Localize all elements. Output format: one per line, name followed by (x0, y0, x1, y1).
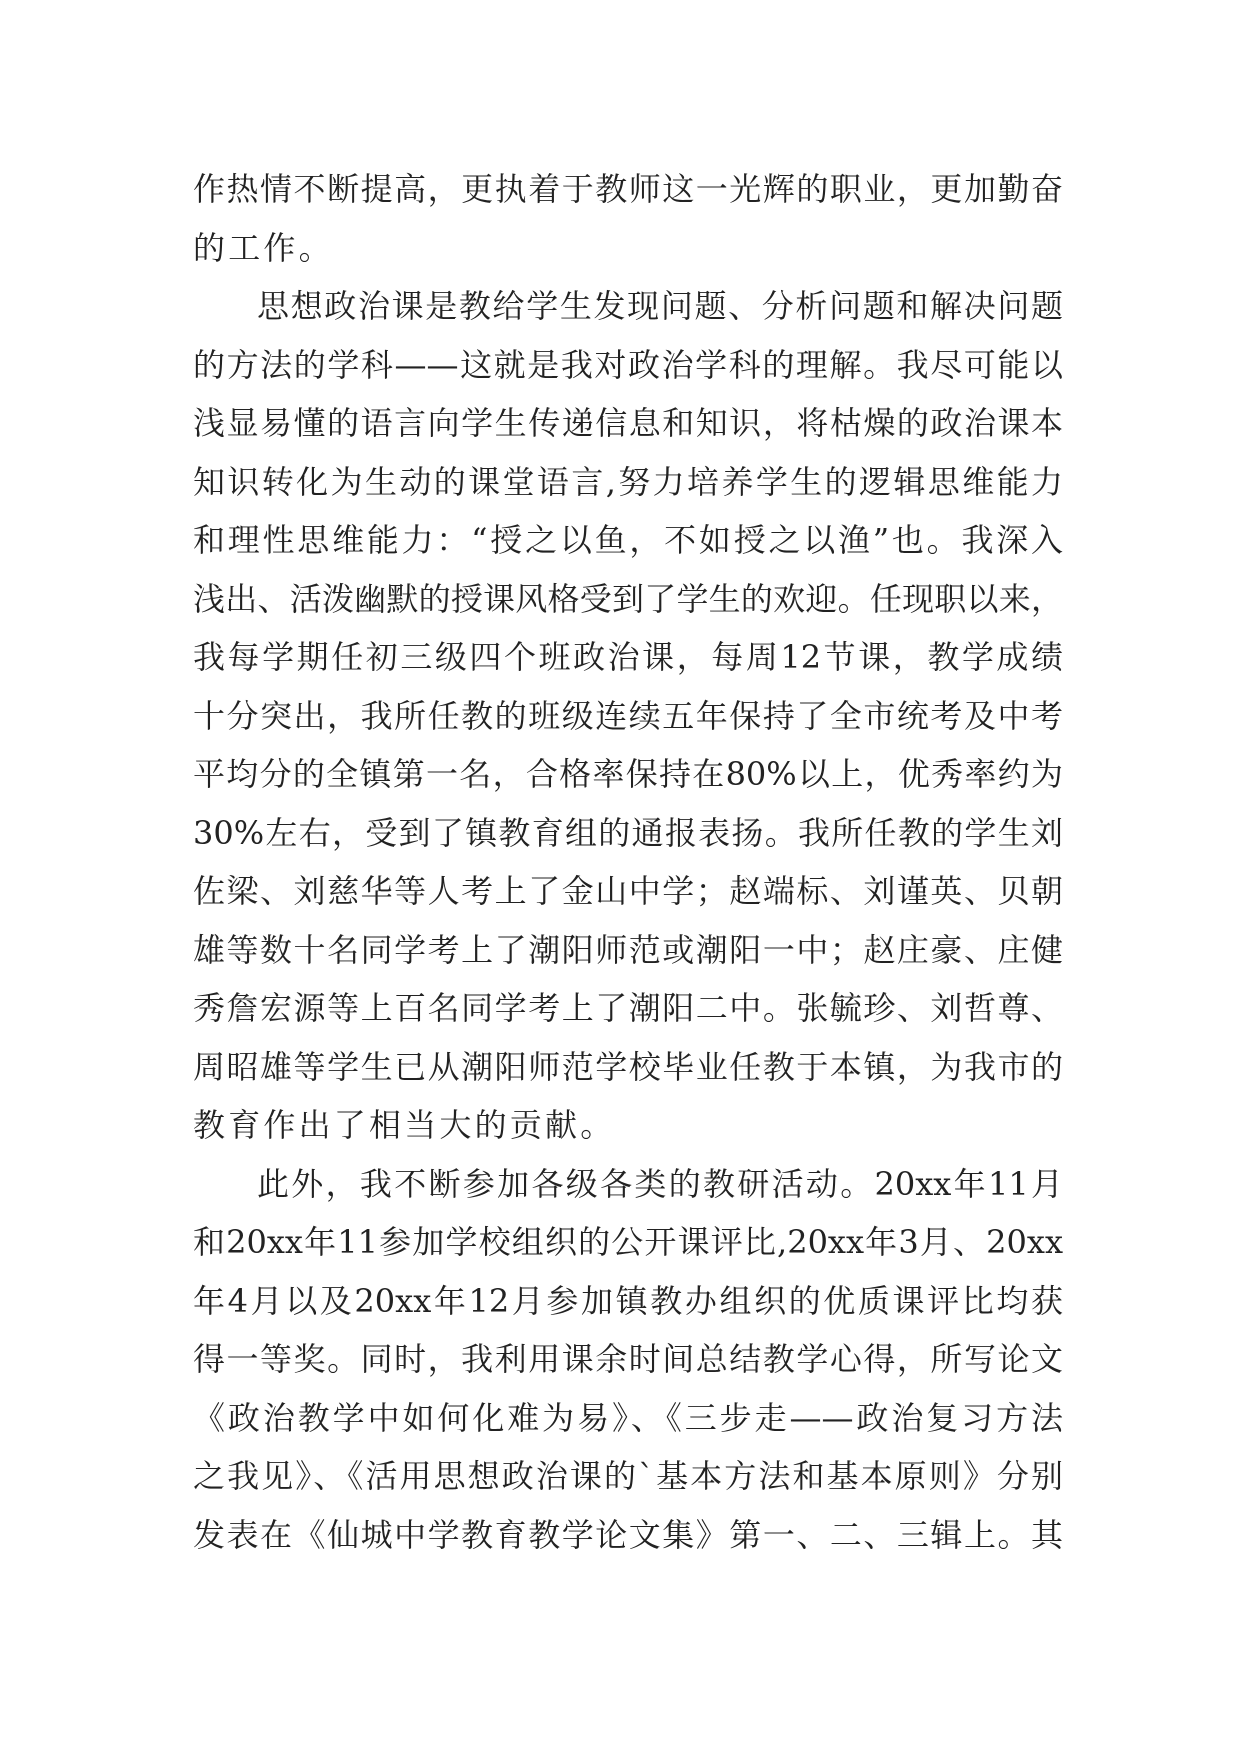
text-line: 之我见》、《活用思想政治课的`基本方法和基本原则》分别 (193, 1457, 1063, 1495)
paragraph-first-line: 思想政治课是教给学生发现问题、分析问题和解决问题 (257, 287, 1063, 325)
text-line: 《政治教学中如何化难为易》、《三步走——政治复习方法 (193, 1398, 1063, 1437)
text-line: 秀詹宏源等上百名同学考上了潮阳二中。张毓珍、刘哲尊、 (193, 989, 1063, 1027)
text-line: 得一等奖。同时，我利用课余时间总结教学心得，所写论文 (193, 1340, 1063, 1378)
text-line: 平均分的全镇第一名，合格率保持在80%以上，优秀率约为 (193, 755, 1063, 793)
text-line: 和理性思维能力：“授之以鱼，不如授之以渔”也。我深入 (193, 521, 1063, 559)
text-line: 年4月以及20xx年12月参加镇教办组织的优质课评比均获 (193, 1281, 1063, 1320)
text-line: 浅显易懂的语言向学生传递信息和知识，将枯燥的政治课本 (193, 404, 1063, 442)
text-line: 发表在《仙城中学教育教学论文集》第一、二、三辑上。其 (193, 1515, 1063, 1554)
text-line: 知识转化为生动的课堂语言,努力培养学生的逻辑思维能力 (193, 462, 1063, 501)
text-line: 十分突出，我所任教的班级连续五年保持了全市统考及中考 (193, 696, 1063, 735)
body-text (193, 160, 1063, 1564)
text-line: 作热情不断提高，更执着于教师这一光辉的职业，更加勤奋 (193, 170, 1063, 208)
text-line: 周昭雄等学生已从潮阳师范学校毕业任教于本镇，为我市的 (193, 1047, 1063, 1086)
text-line: 的工作。 (193, 228, 334, 267)
text-line: 教育作出了相当大的贡献。 (193, 1106, 616, 1144)
text-line: 的方法的学科——这就是我对政治学科的理解。我尽可能以 (193, 345, 1063, 384)
text-line: 佐梁、刘慈华等人考上了金山中学；赵端标、刘谨英、贝朝 (193, 872, 1063, 910)
text-line: 30%左右，受到了镇教育组的通报表扬。我所任教的学生刘 (193, 813, 1063, 852)
text-line: 我每学期任初三级四个班政治课，每周12节课，教学成绩 (193, 638, 1063, 676)
text-line: 和20xx年11参加学校组织的公开课评比,20xx年3月、20xx (193, 1223, 1063, 1261)
text-line: 浅出、活泼幽默的授课风格受到了学生的欢迎。任现职以来， (193, 579, 1063, 618)
text-line: 雄等数十名同学考上了潮阳师范或潮阳一中；赵庄豪、庄健 (193, 930, 1063, 969)
paragraph-first-line: 此外，我不断参加各级各类的教研活动。20xx年11月 (257, 1164, 1063, 1203)
